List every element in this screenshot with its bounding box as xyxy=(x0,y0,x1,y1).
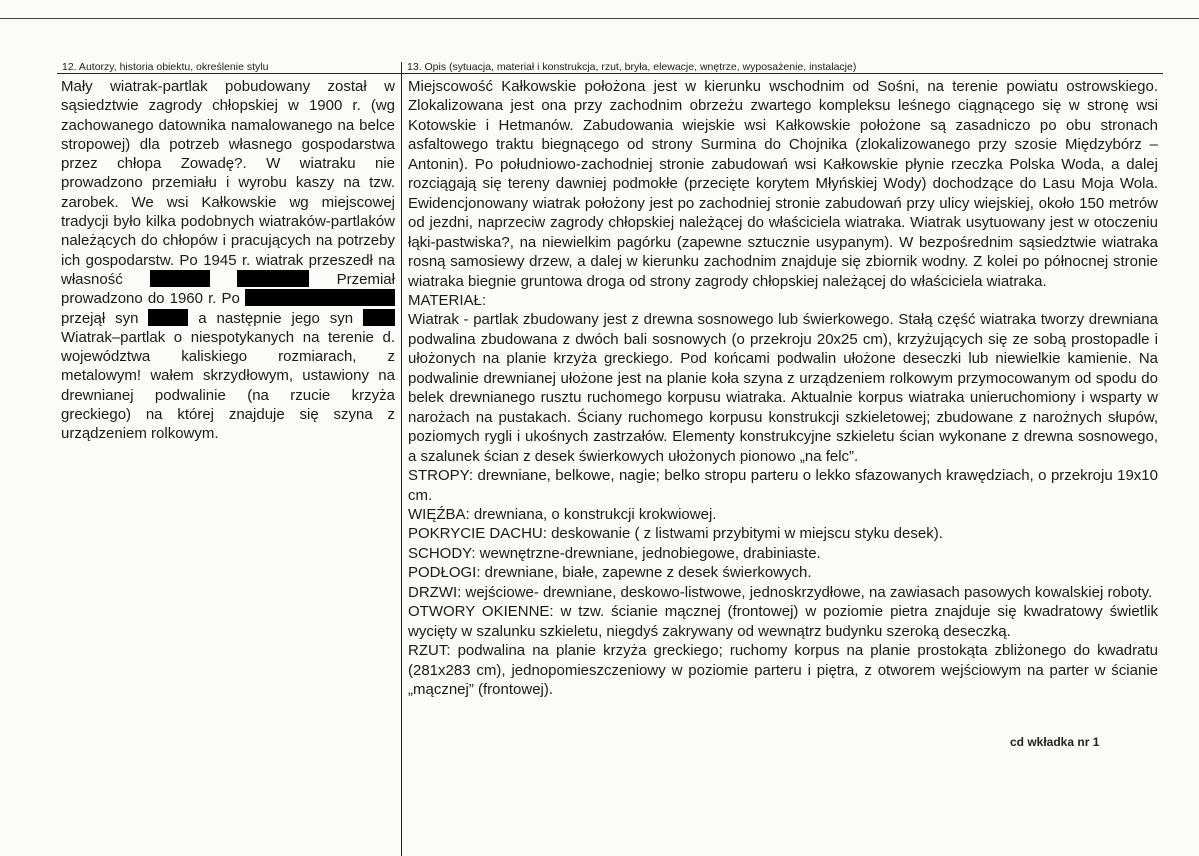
history-paragraph-2: Przemiał prowadzono do 1960 r. Po xyxy=(61,270,395,308)
redacted-block xyxy=(245,289,395,306)
continuation-note: cd wkładka nr 1 xyxy=(1010,735,1100,749)
situation-paragraph: Miejscowość Kałkowskie położona jest w kierunku wschodnim od Sośni, na terenie powiatu ostrowskiego. Zlokalizowana jest ona przy zachodnim obrzeżu zwartego kompleksu leśnego ciągnącego się w stronę wsi Kotowskie i Hetmanów. Zabudowania wiejskie wsi Kałkowskie położone są zasadniczo po obu stronach asfaltowego traktu biegnącego od strony Surmina do Chojnika (zlokalizowanego przy szosie Międzybórz – Antonin). Po południowo-zachodniej stronie zabudowań wsi Kałkowskie płynie rzeczka Polska Woda, a dalej rozciągają się tereny dawniej podmokłe (przecięte korytem Młyńskiej Wody) dochodzące do Lasu Moja Wola. Ewidencjonowany wiatrak położony jest po zachodniej stronie zabudowań przy ulicy wiejskiej, około 150 metrów od jezdni, naprzeciw zagrody chłopskiej należącej do właściciela wiatraka. Wiatrak usytuowany jest w otoczeniu łąki-pastwiska?, na niewielkim pagórku (zapewne sztucznie usypanym). W bezpośrednim sąsiedztwie wiatraka rosną samosiewy drzew, a dalej w kierunku zachodnim znajduje się zbiornik wodny. Z kolei po północnej stronie wiatraka biegnie gruntowa droga od strony zagrody chłopskiej należącej do właściciela wiatraka. xyxy=(408,78,1158,290)
redacted-block xyxy=(363,309,395,326)
section-13-heading: 13. Opis (sytuacja, materiał i konstrukcja, rzut, bryła, elewacje, wnętrze, wyposażenie, instalacje) xyxy=(407,61,857,73)
history-paragraph-1: Mały wiatrak-partlak pobudowany został w sąsiedztwie zagrody chłopskiej w 1900 r. (wg zachowanego datownika namalowanego na belce stropowej) dla potrzeb własnego gospodarstwa przez chłopa Zowadę?. W wiatraku nie prowadzono przemiału i wyrobu kaszy na tzw. zarobek. We wsi Kałkowskie wg miejscowej tradycji było kilka podobnych wiatraków-partlaków należących do chłopów i pracujących na potrzeby ich gospodarstw. Po 1945 r. wiatrak przeszedł na własność xyxy=(61,78,395,288)
history-column xyxy=(61,77,395,444)
header-rule xyxy=(57,73,1163,74)
history-paragraph-3: przejął syn xyxy=(61,309,139,327)
material-paragraph: Wiatrak - partlak zbudowany jest z drewna sosnowego lub świerkowego. Stałą część wiatraka tworzy drewniana podwalina zbudowana z dwóch bali sosnowych (o przekroju 20x25 cm), krzyżujących się ze sobą prostopadle i ułożonych na planie krzyża greckiego. Pod końcami podwalin ułożone deseczki lub niewielkie kamienie. Na podwalinie drewnianej ułożone jest na planie koła szyna z urządzeniem rolkowym przymocowanym od spodu do belek drewnianego rusztu ruchomego korpusu wiatraka. Aktualnie korpus wiatraka unieruchomiony i wsparty w narożach na pustakach. Ściany ruchomego korpusu konstrukcji szkieletowej; zbudowane z narożnych słupów, poziomych rygli i ukośnych zastrzałów. Elementy konstrukcyjne szkieletu ścian wykonane z drewna sosnowego, a szalunek ścian z desek świerkowych ułożonych pionowo „na felc”. xyxy=(408,311,1158,465)
section-12-heading: 12. Autorzy, historia obiektu, określenie stylu xyxy=(62,61,269,73)
material-heading: MATERIAŁ: xyxy=(408,291,487,309)
history-text xyxy=(61,77,395,444)
redacted-block xyxy=(237,270,309,287)
history-paragraph-4: a następnie jego syn xyxy=(198,309,354,327)
doors-paragraph: DRZWI: wejściowe- drewniane, deskowo-listwowe, jednoskrzydłowe, na zawiasach pasowych kowalskiej roboty. xyxy=(408,583,1153,601)
redacted-block xyxy=(150,270,210,287)
windows-paragraph: OTWORY OKIENNE: w tzw. ścianie mącznej (frontowej) w poziomie pietra znajduje się kwadratowy świetlik wycięty w szalunku szkieletu, niegdyś zakrywany od wewnątrz budynku szeroką deseczką. xyxy=(408,603,1158,640)
plan-paragraph: RZUT: podwalina na planie krzyża greckiego; ruchomy korpus na planie prostokąta zbliżonego do kwadratu (281x283 cm), jednopomieszczeniowy w poziomie parteru i piętra, z otworem wejściowym na parter w ścianie „mącznej” (frontowej). xyxy=(408,642,1158,699)
stairs-paragraph: SCHODY: wewnętrzne-drewniane, jednobiegowe, drabiniaste. xyxy=(408,544,821,562)
floors-paragraph: PODŁOGI: drewniane, białe, zapewne z desek świerkowych. xyxy=(408,564,812,582)
roof-truss-paragraph: WIĘŹBA: drewniana, o konstrukcji krokwiowej. xyxy=(408,505,717,523)
description-column xyxy=(408,77,1158,700)
ceilings-paragraph: STROPY: drewniane, belkowe, nagie; belko stropu parteru o lekko sfazowanych krawędziach, o przekroju 19x10 cm. xyxy=(408,467,1158,504)
redacted-block xyxy=(148,309,188,326)
roofing-paragraph: POKRYCIE DACHU: deskowanie ( z listwami przybitymi w miejscu styku desek). xyxy=(408,525,943,543)
column-divider xyxy=(401,62,402,856)
history-paragraph-5: Wiatrak–partlak o niespotykanych na terenie d. województwa kaliskiego rozmiarach, z metalowym! wałem skrzydłowym, ustawiony na drewnianej podwalinie (na rzucie krzyża greckiego) na której znajduje się szyna z urządzeniem rolkowym. xyxy=(61,328,395,443)
top-frame-line xyxy=(0,18,1199,19)
